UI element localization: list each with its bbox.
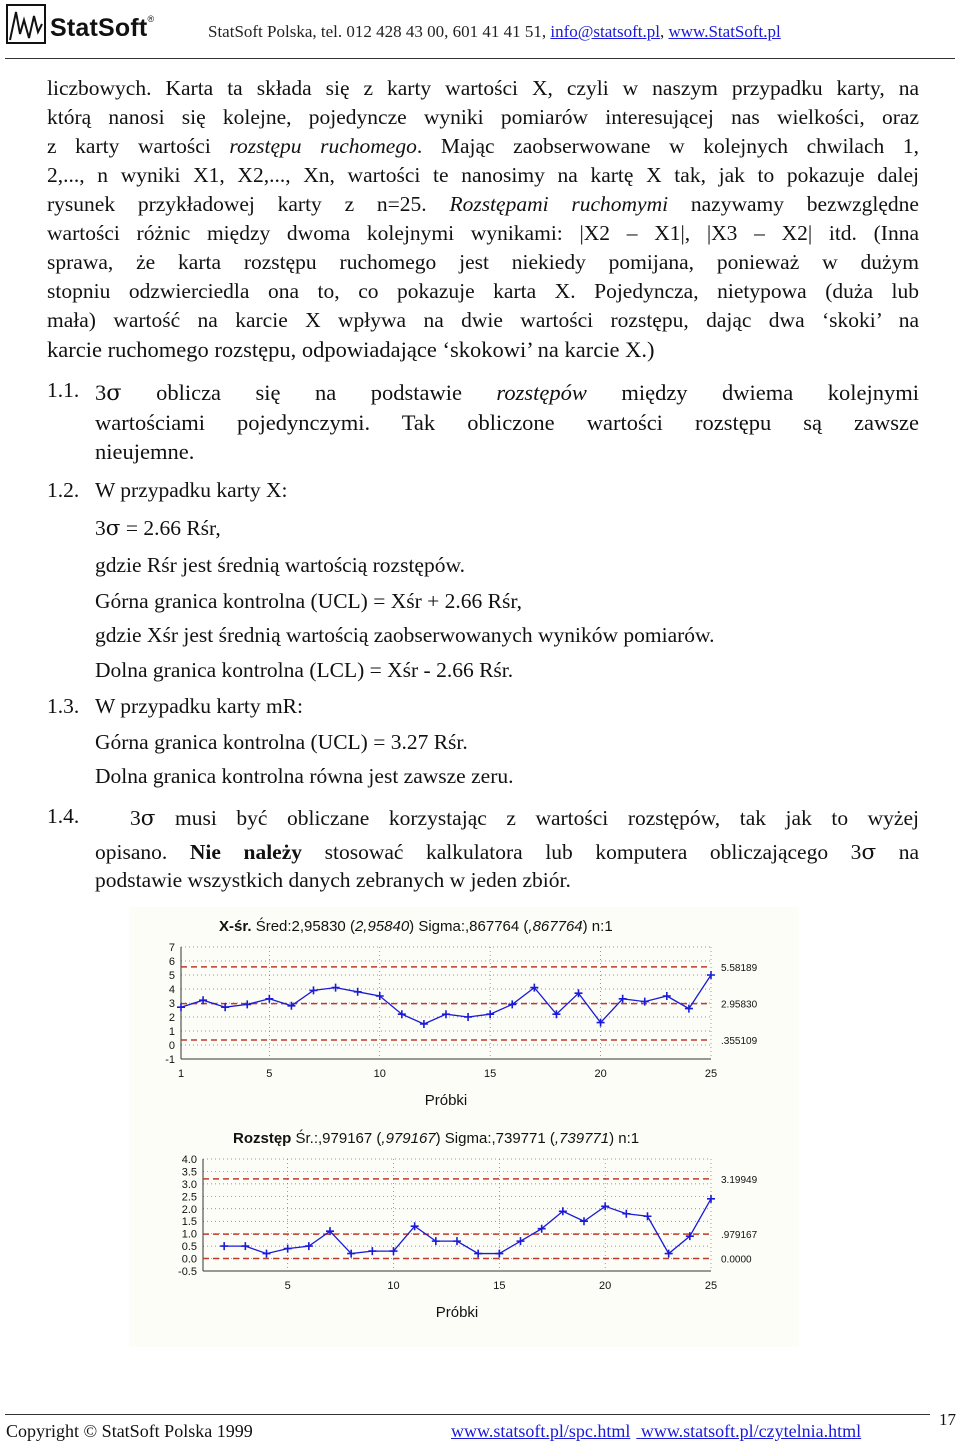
control-limit-label: 3.19949 [721, 1174, 758, 1186]
data-point [580, 1217, 588, 1225]
data-point [464, 1013, 472, 1021]
data-point [641, 998, 649, 1006]
data-point [474, 1250, 482, 1258]
control-charts-svg [129, 907, 799, 1347]
x-tick-label: 5 [266, 1068, 273, 1080]
y-tick-label: 0.5 [181, 1241, 197, 1254]
y-tick-label: 0.0 [181, 1253, 197, 1266]
text-line: rysunek przykładowej karty z n=25. Rozstępami ruchomymi nazywamy bezwzględne [47, 192, 919, 216]
email-link[interactable]: info@statsoft.pl [550, 22, 660, 41]
data-point [432, 1237, 440, 1245]
text-line: podstawie wszystkich danych zebranych w jeden zbiór. [95, 868, 571, 892]
data-point [354, 988, 362, 996]
item-number: 1.3. [47, 694, 80, 718]
data-point [663, 992, 671, 1000]
formula-line: 3σ = 2.66 Rśr, [95, 516, 221, 541]
text-line: opisano. Nie należy stosować kalkulatora lub komputera obliczającego 3σ na [95, 840, 920, 865]
text-line: gdzie Xśr jest średnią wartością zaobserwowanych wyników pomiarów. [95, 623, 715, 647]
website-link[interactable]: www.StatSoft.pl [668, 22, 781, 41]
data-point [305, 1242, 313, 1250]
data-point [332, 984, 340, 992]
text-line: stopniu odzwierciedla ona to, co pokazuje karta X. Pojedyncza, nietypowa (duża lub [47, 279, 919, 303]
data-point [420, 1020, 428, 1028]
data-point [263, 1250, 271, 1258]
y-tick-label: -1 [165, 1054, 175, 1066]
data-point [310, 986, 318, 994]
data-point [220, 1242, 228, 1250]
text-line: którą nanosi się kolejne, pojedyncze wyniki pomiarów interesującej nas wielkości, oraz [47, 105, 919, 129]
data-point [453, 1237, 461, 1245]
chart-title: Rozstęp Śr.:,979167 (,979167) Sigma:,739771 (,739771) n:1 [233, 1130, 640, 1147]
text-line: 2,..., n wyniki X1, X2,..., Xn, wartości te nanosimy na kartę X tak, jak to pokazuje dalej [47, 163, 919, 187]
y-tick-label: 2.5 [181, 1191, 197, 1204]
data-point [284, 1245, 292, 1253]
page-header [0, 0, 960, 62]
data-point [685, 1005, 693, 1013]
formula-line: Dolna granica kontrolna (LCL) = Xśr - 2.66 Rśr. [95, 658, 514, 682]
copyright: Copyright © StatSoft Polska 1999 [6, 1421, 253, 1441]
data-point [442, 1010, 450, 1018]
text-line: z karty wartości rozstępu ruchomego. Mając zaobserwowane w kolejnych chwilach 1, [47, 134, 919, 158]
footer-links [451, 1421, 867, 1442]
text-line: Dolna granica kontrolna równa jest zawsze zeru. [95, 764, 514, 788]
data-point [243, 1000, 251, 1008]
y-tick-label: 1.5 [181, 1216, 197, 1229]
x-tick-label: 15 [493, 1280, 506, 1292]
y-tick-label: 2.0 [181, 1203, 197, 1216]
control-limit-label: 0.0000 [721, 1254, 752, 1266]
x-tick-label: 10 [387, 1280, 400, 1292]
y-tick-label: 5 [168, 970, 175, 982]
item-number: 1.2. [47, 478, 80, 502]
y-tick-label: 1.0 [181, 1228, 197, 1241]
x-tick-label: 10 [373, 1068, 386, 1080]
x-tick-label: 1 [177, 1068, 185, 1080]
x-tick-label: 25 [704, 1280, 718, 1292]
x-tick-label: 5 [284, 1280, 291, 1292]
header-contact: StatSoft Polska, tel. 012 428 43 00, 601 41 41 51, info@statsoft.pl, www.StatSoft.pl [208, 22, 781, 41]
x-tick-label: 20 [599, 1280, 612, 1292]
text-line: nieujemne. [95, 439, 195, 464]
y-tick-label: 4 [168, 984, 175, 996]
text-line: W przypadku karty mR: [95, 694, 303, 718]
item-number: 1.4. [47, 804, 80, 828]
formula-line: Górna granica kontrolna (UCL) = 3.27 Rśr. [95, 730, 468, 754]
control-charts-figure [129, 907, 799, 1347]
page-number: 17 [939, 1410, 956, 1429]
data-point [368, 1247, 376, 1255]
data-point [486, 1010, 494, 1018]
control-limit-label: .979167 [721, 1230, 758, 1242]
chart-title: X-śr. Śred:2,95830 (2,95840) Sigma:,867764 (,867764) n:1 [219, 918, 613, 935]
data-point [707, 971, 715, 979]
y-tick-label: 4.0 [181, 1154, 197, 1166]
y-tick-label: 0 [168, 1040, 175, 1052]
y-tick-label: 3.0 [181, 1178, 197, 1191]
item-number: 1.1. [47, 378, 80, 402]
y-tick-label: -0.5 [178, 1266, 197, 1278]
text-line: wartości różnic między dwoma kolejnymi wynikami: |X2 – X1|, |X3 – X2| itd. (Inna [47, 221, 919, 245]
control-limit-label: .355109 [721, 1036, 758, 1048]
data-point [495, 1250, 503, 1258]
control-limit-label: 2.95830 [721, 999, 758, 1011]
data-point [241, 1242, 249, 1250]
statsoft-logo-icon [6, 4, 46, 44]
data-point [177, 1003, 185, 1011]
y-tick-label: 7 [168, 942, 175, 954]
czytelnia-link[interactable]: www.statsoft.pl/czytelnia.html [640, 1421, 862, 1441]
series-line [224, 1199, 711, 1254]
x-tick-label: 15 [484, 1068, 497, 1080]
y-tick-label: 6 [168, 956, 175, 968]
footer-divider [5, 1414, 930, 1415]
y-tick-label: 2 [168, 1012, 175, 1024]
data-point [622, 1210, 630, 1218]
data-point [517, 1237, 525, 1245]
text-line: mała) wartość na karcie X wpływa na dwie wartości rozstępu, dając dwa ‘skoki’ na [47, 308, 919, 332]
text-line: wartościami pojedynczymi. Tak obliczone wartości rozstępu są zawsze [95, 410, 919, 435]
text-line: 3σ oblicza się na podstawie rozstępów między dwiema kolejnymi [95, 380, 919, 406]
text-line: 3σ musi być obliczane korzystając z wartości rozstępów, tak jak to wyżej [130, 806, 919, 831]
x-axis-label: Próbki [435, 1304, 479, 1321]
x-axis-label: Próbki [424, 1092, 468, 1109]
formula-line: Górna granica kontrolna (UCL) = Xśr + 2.66 Rśr, [95, 589, 523, 613]
statsoft-logo: StatSoft® [50, 14, 155, 42]
text-line: sprawa, że karta rozstępu ruchomego jest niekiedy pomijana, ponieważ w dużym [47, 250, 919, 274]
y-tick-label: 3 [168, 998, 175, 1010]
data-point [707, 1195, 715, 1203]
data-point [644, 1212, 652, 1220]
y-tick-label: 1 [168, 1026, 175, 1038]
data-point [221, 1003, 229, 1011]
x-tick-label: 20 [594, 1068, 607, 1080]
text-line: gdzie Rśr jest średnią wartością rozstępów. [95, 553, 465, 577]
text-line: karcie ruchomego rozstępu, odpowiadające ‘skokowi’ na karcie X.) [47, 337, 655, 362]
control-limit-label: 5.58189 [721, 962, 758, 974]
x-tick-label: 25 [704, 1068, 718, 1080]
text-line: liczbowych. Karta ta składa się z karty wartości X, czyli w naszym przypadku karty, na [47, 76, 919, 100]
text-line: W przypadku karty X: [95, 478, 288, 502]
y-tick-label: 3.5 [181, 1166, 197, 1179]
data-point [265, 995, 273, 1003]
header-divider [5, 58, 955, 59]
spc-link[interactable]: www.statsoft.pl/spc.html [451, 1421, 631, 1441]
